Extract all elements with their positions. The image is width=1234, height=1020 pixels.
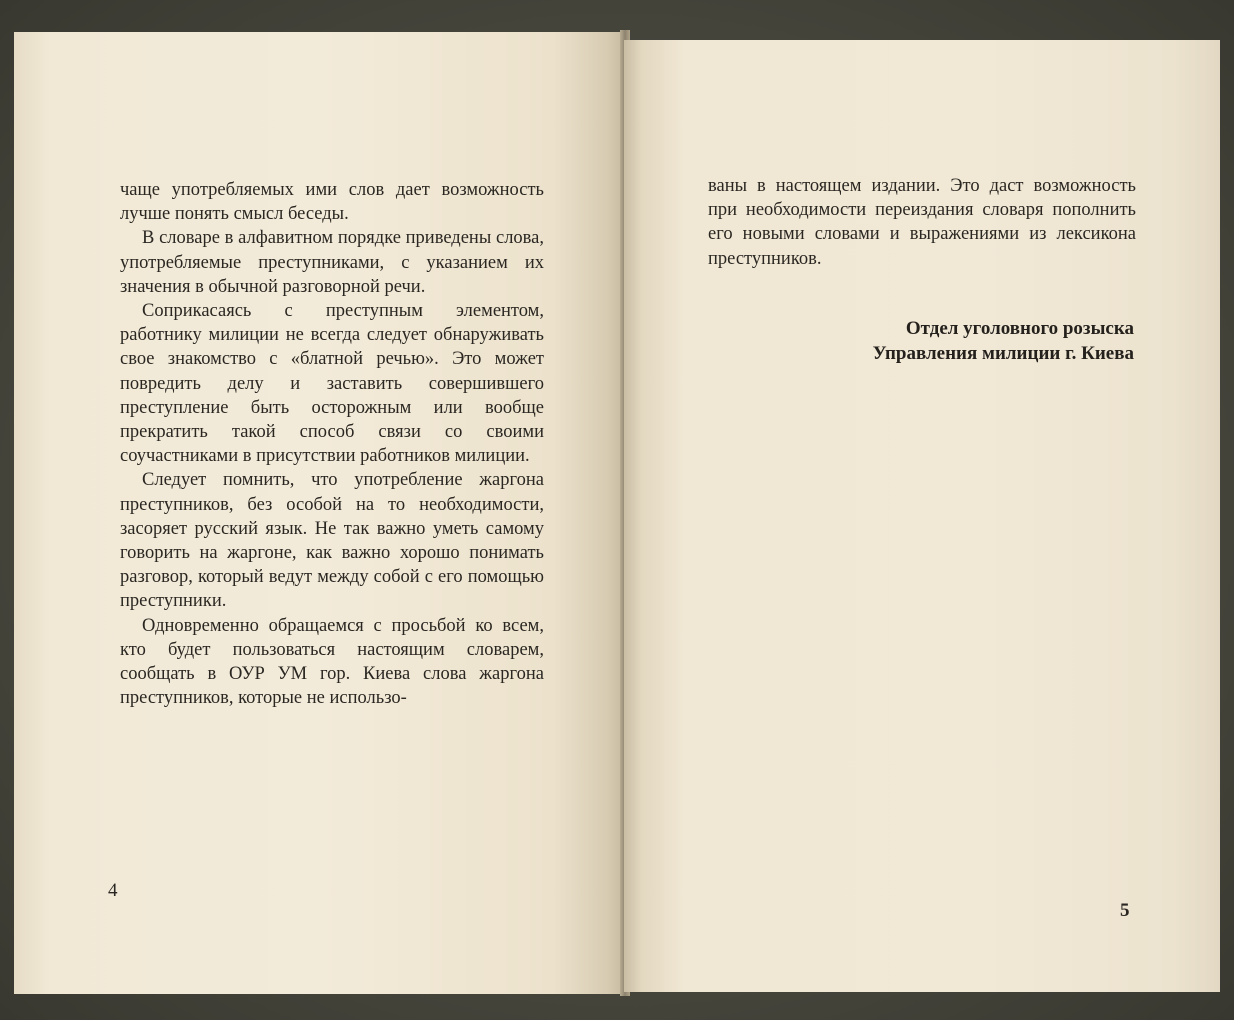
left-paragraph-4: Следует помнить, что употребление жаргона преступников, без особой на то необходимости, засоряет русский язык. Не так важно уметь самому говорить на жаргоне, как важно хорошо понимать разговор, который ведут между собой с его помощью преступники. — [120, 470, 544, 612]
left-paragraph-3: Соприкасаясь с преступным элементом, работнику милиции не всегда следует обнаруживать свое знакомство с «блатной речью». Это может повредить делу и заставить совершившего преступление быть осторожным или вообще прекратить такой способ связи со своими соучастниками в присутствии работников милиции. — [120, 301, 544, 467]
left-paragraph-5: Одновременно обращаемся с просьбой ко всем, кто будет пользоваться настоящим словарем, сообщать в ОУР УМ гор. Киева слова жаргона преступников, которые не использо- — [120, 615, 544, 709]
left-page — [14, 32, 626, 994]
left-page-text — [120, 178, 544, 710]
left-paragraph-1: чаще употребляемых ими слов дает возможность лучше понять смысл беседы. — [120, 180, 544, 225]
signature-line-1: Отдел уголовного розыска — [905, 318, 1134, 339]
right-paragraph: ваны в настоящем издании. Это даст возможность при необходимости переиздания словаря пополнить его новыми словами и выражениями из лексикона преступников. — [708, 176, 1136, 269]
right-page — [624, 40, 1220, 992]
page-number-left: 4 — [108, 880, 118, 901]
page-number-right: 5 — [1120, 900, 1130, 921]
right-page-text — [708, 174, 1136, 271]
signature-line-2: Управления милиции г. Киева — [872, 343, 1134, 364]
left-paragraph-2: В словаре в алфавитном порядке приведены слова, употребляемые преступниками, с указанием их значения в обычной разговорной речи. — [120, 228, 544, 297]
signature-block — [873, 316, 1134, 366]
